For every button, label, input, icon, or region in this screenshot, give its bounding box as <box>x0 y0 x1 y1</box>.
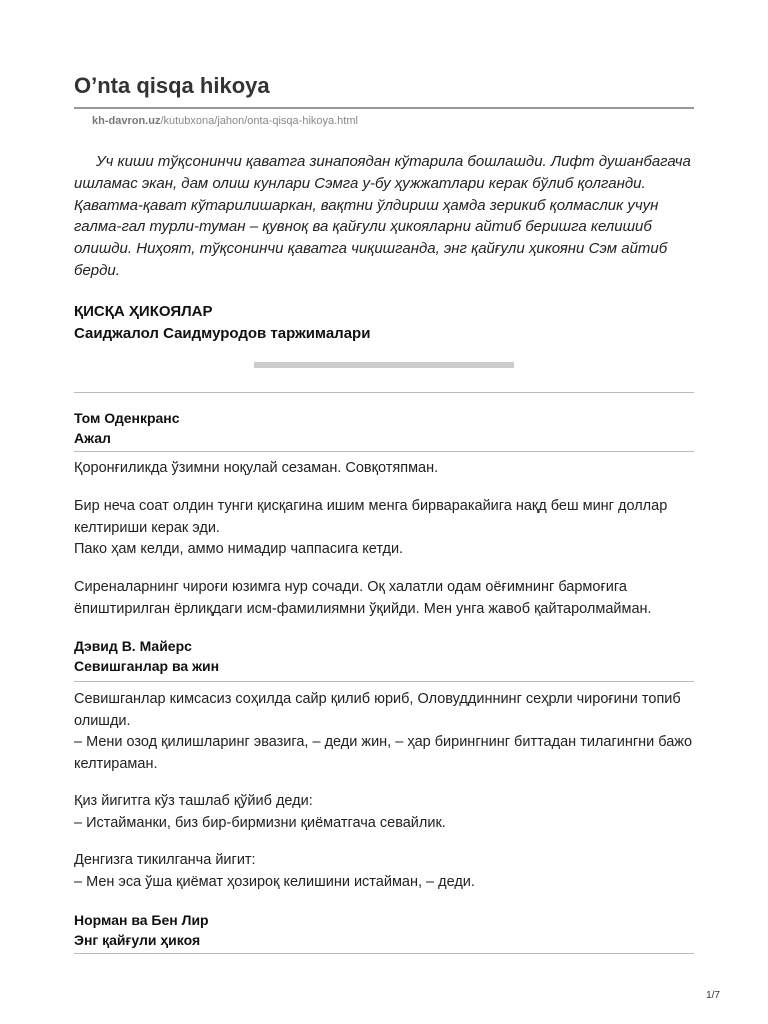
paragraph-line: Денгизга тикилганча йигит: <box>74 852 256 868</box>
separator-bar <box>254 362 514 368</box>
paragraph-line: Севишганлар кимсасиз соҳилда сайр қилиб юриб, Оловуддиннинг сеҳрли чироғини топиб олишди. <box>74 691 681 729</box>
story-author: Норман ва Бен Лир <box>74 912 209 928</box>
paragraph-line: Қоронғиликда ўзимни ноқулай сезаман. Совқотяпман. <box>74 460 439 476</box>
story-paragraph <box>74 850 694 893</box>
story-author: Том Оденкранс <box>74 410 180 426</box>
page-number: 1/7 <box>706 990 720 1001</box>
story-paragraph <box>74 689 694 775</box>
story-divider <box>74 451 694 452</box>
story-paragraph <box>74 791 694 834</box>
paragraph-line: Бир неча соат олдин тунги қисқагина ишим менга бирваракайига нақд беш минг доллар келтириши керак эди. <box>74 498 668 536</box>
source-path: /kutubxona/jahon/onta-qisqa-hikoya.html <box>160 115 358 127</box>
paragraph-line: Қиз йигитга кўз ташлаб қўйиб деди: <box>74 793 313 809</box>
intro-text: Уч киши тўқсонинчи қаватга зинапоядан кўтарила бошлашди. Лифт душанбагача ишламас экан, дам олиш кунлари Сэмга у-бу ҳужжатлари керак бўлиб қолганди. Қаватма-қават кўтарилишаркан, вақтни ўлдириш ҳамда зерикиб қолмаслик учун галма-гал турли-туман – қувноқ ва қайғули ҳикояларни айтиб беришга келишиб олишди. Ниҳоят, тўқсонинчи қаватга чиқишганда, энг қайғули ҳикояни Сэм айтиб берди. <box>74 153 691 279</box>
page-title: O’nta qisqa hikoya <box>74 73 270 98</box>
story-title: Севишганлар ва жин <box>74 658 220 674</box>
story-divider <box>74 953 694 954</box>
story-paragraph <box>74 496 694 561</box>
paragraph-line: – Мени озод қилишларинг эвазига, – деди жин, – ҳар бирингнинг биттадан тилагингни бажо келтираман. <box>74 734 693 772</box>
paragraph-line: – Истайманки, биз бир-бирмизни қиёматгача севайлик. <box>74 814 446 831</box>
story-divider <box>74 681 694 682</box>
translator-line: Саиджалол Саидмуродов таржималари <box>74 325 371 342</box>
section-divider <box>74 392 694 393</box>
title-divider <box>74 107 694 109</box>
paragraph-line: Сиреналарнинг чироғи юзимга нур сочади. Оқ халатли одам оёғимнинг бармоғига ёпиштирилган ёрлиқдаги исм-фамилиямни ўқийди. Мен унга жавоб қайтаролмайман. <box>74 579 652 617</box>
paragraph-line: – Мен эса ўша қиёмат ҳозироқ келишини истайман, – деди. <box>74 873 475 890</box>
source-domain: kh-davron.uz <box>92 115 161 127</box>
story-title: Ажал <box>74 430 111 446</box>
story-title: Энг қайғули ҳикоя <box>74 932 201 948</box>
story-author: Дэвид В. Майерс <box>74 638 192 654</box>
intro-paragraph <box>74 151 694 282</box>
story-paragraph <box>74 577 694 620</box>
section-heading: ҚИСҚА ҲИКОЯЛАР <box>74 303 213 320</box>
paragraph-line: Пако ҳам келди, аммо нимадир чаппасига кетди. <box>74 541 404 557</box>
story-paragraph <box>74 458 694 480</box>
source-link[interactable] <box>92 114 358 128</box>
